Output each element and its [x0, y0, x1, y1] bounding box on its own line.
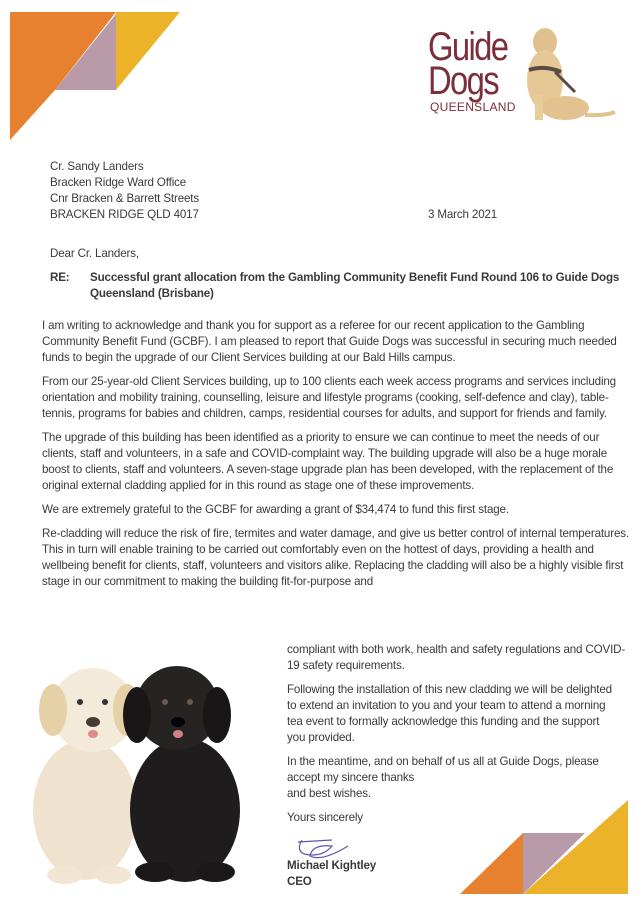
- corner-shapes-bottom: [450, 790, 644, 910]
- yellow-shape: [116, 12, 180, 90]
- recipient-street: Cnr Bracken & Barrett Streets: [50, 192, 200, 205]
- signatory-name: Michael Kightley: [287, 859, 377, 872]
- logo-line-guide: Guide: [428, 25, 508, 69]
- closing: Yours sincerely: [287, 811, 363, 824]
- paragraph-recladding: Re-cladding will reduce the risk of fire, termites and water damage, and give us better control of internal temperatures. This in turn will enable training to be carried out comfortably even on the hottest of days, providing a health and wellbeing benefit for clients, staff, volunteers and visitors alike. Replacing the cladding will also be a highly visible first stage in our commitment to making the building fit-for-purpose and: [42, 527, 629, 588]
- logo-line-queensland: QUEENSLAND: [430, 100, 516, 114]
- puppies-image: [25, 660, 265, 890]
- guide-dogs-logo: [428, 25, 525, 114]
- recipient-address: [50, 159, 199, 223]
- black-puppy: [123, 666, 240, 882]
- letter-body: [42, 318, 634, 590]
- paragraph-following: Following the installation of this new cladding we will be delighted to extend an invitation to you and your team to attend a morning tea event to formally acknowledge this funding and the support you provided.: [287, 683, 612, 744]
- logo-line-dogs: Dogs: [428, 59, 499, 103]
- paragraph-meantime-end: and best wishes.: [287, 787, 371, 800]
- paragraph: We are extremely grateful to the GCBF for awarding a grant of $34,474 to fund this first stage.: [42, 503, 509, 516]
- orange-shape: [460, 833, 523, 894]
- signatory: [287, 858, 376, 890]
- salutation: Dear Cr. Landers,: [50, 247, 139, 260]
- letter-date: 3 March 2021: [428, 208, 498, 221]
- re-label: RE:: [50, 271, 70, 284]
- signatory-title: CEO: [287, 875, 312, 888]
- recipient-office: Bracken Ridge Ward Office: [50, 176, 187, 189]
- corner-shapes-top: [0, 0, 200, 150]
- paragraph-meantime: In the meantime, and on behalf of us all at Guide Dogs, please accept my sincere thanks: [287, 755, 599, 784]
- recipient-suburb: BRACKEN RIDGE QLD 4017: [50, 208, 199, 221]
- paragraph: From our 25-year-old Client Services building, up to 100 clients each week access programs and services including orientation and mobility training, counselling, leisure and lifestyle programs (cooking, self-defence and clay), table-tennis, programs for babies and children, camps, residential courses for adults, and support for friends and family.: [42, 375, 616, 420]
- re-subject: Successful grant allocation from the Gambling Community Benefit Fund Round 106 to Guide Dogs Queensland (Brisbane): [90, 271, 620, 300]
- cream-puppy: [33, 668, 141, 884]
- recipient-name: Cr. Sandy Landers: [50, 160, 144, 173]
- paragraph: I am writing to acknowledge and thank you for support as a referee for our recent application to the Gambling Community Benefit Fund (GCBF). I am pleased to report that Guide Dogs was successful in securing much needed funds to begin the upgrade of our Client Services building at our Bald Hills campus.: [42, 319, 617, 364]
- guide-dog-icon: [515, 20, 625, 125]
- paragraph: The upgrade of this building has been identified as a priority to ensure we can continue to meet the needs of our clients, staff and volunteers, in a safe and COVID-complaint way. The building upgrade will also be a huge morale boost to clients, staff and volunteers. A seven-stage upgrade plan has been developed, with the replacement of the original external cladding applied for in this round as stage one of these improvements.: [42, 431, 614, 492]
- paragraph-recladding-cont: compliant with both work, health and safety regulations and COVID-19 safety requirements.: [287, 643, 626, 672]
